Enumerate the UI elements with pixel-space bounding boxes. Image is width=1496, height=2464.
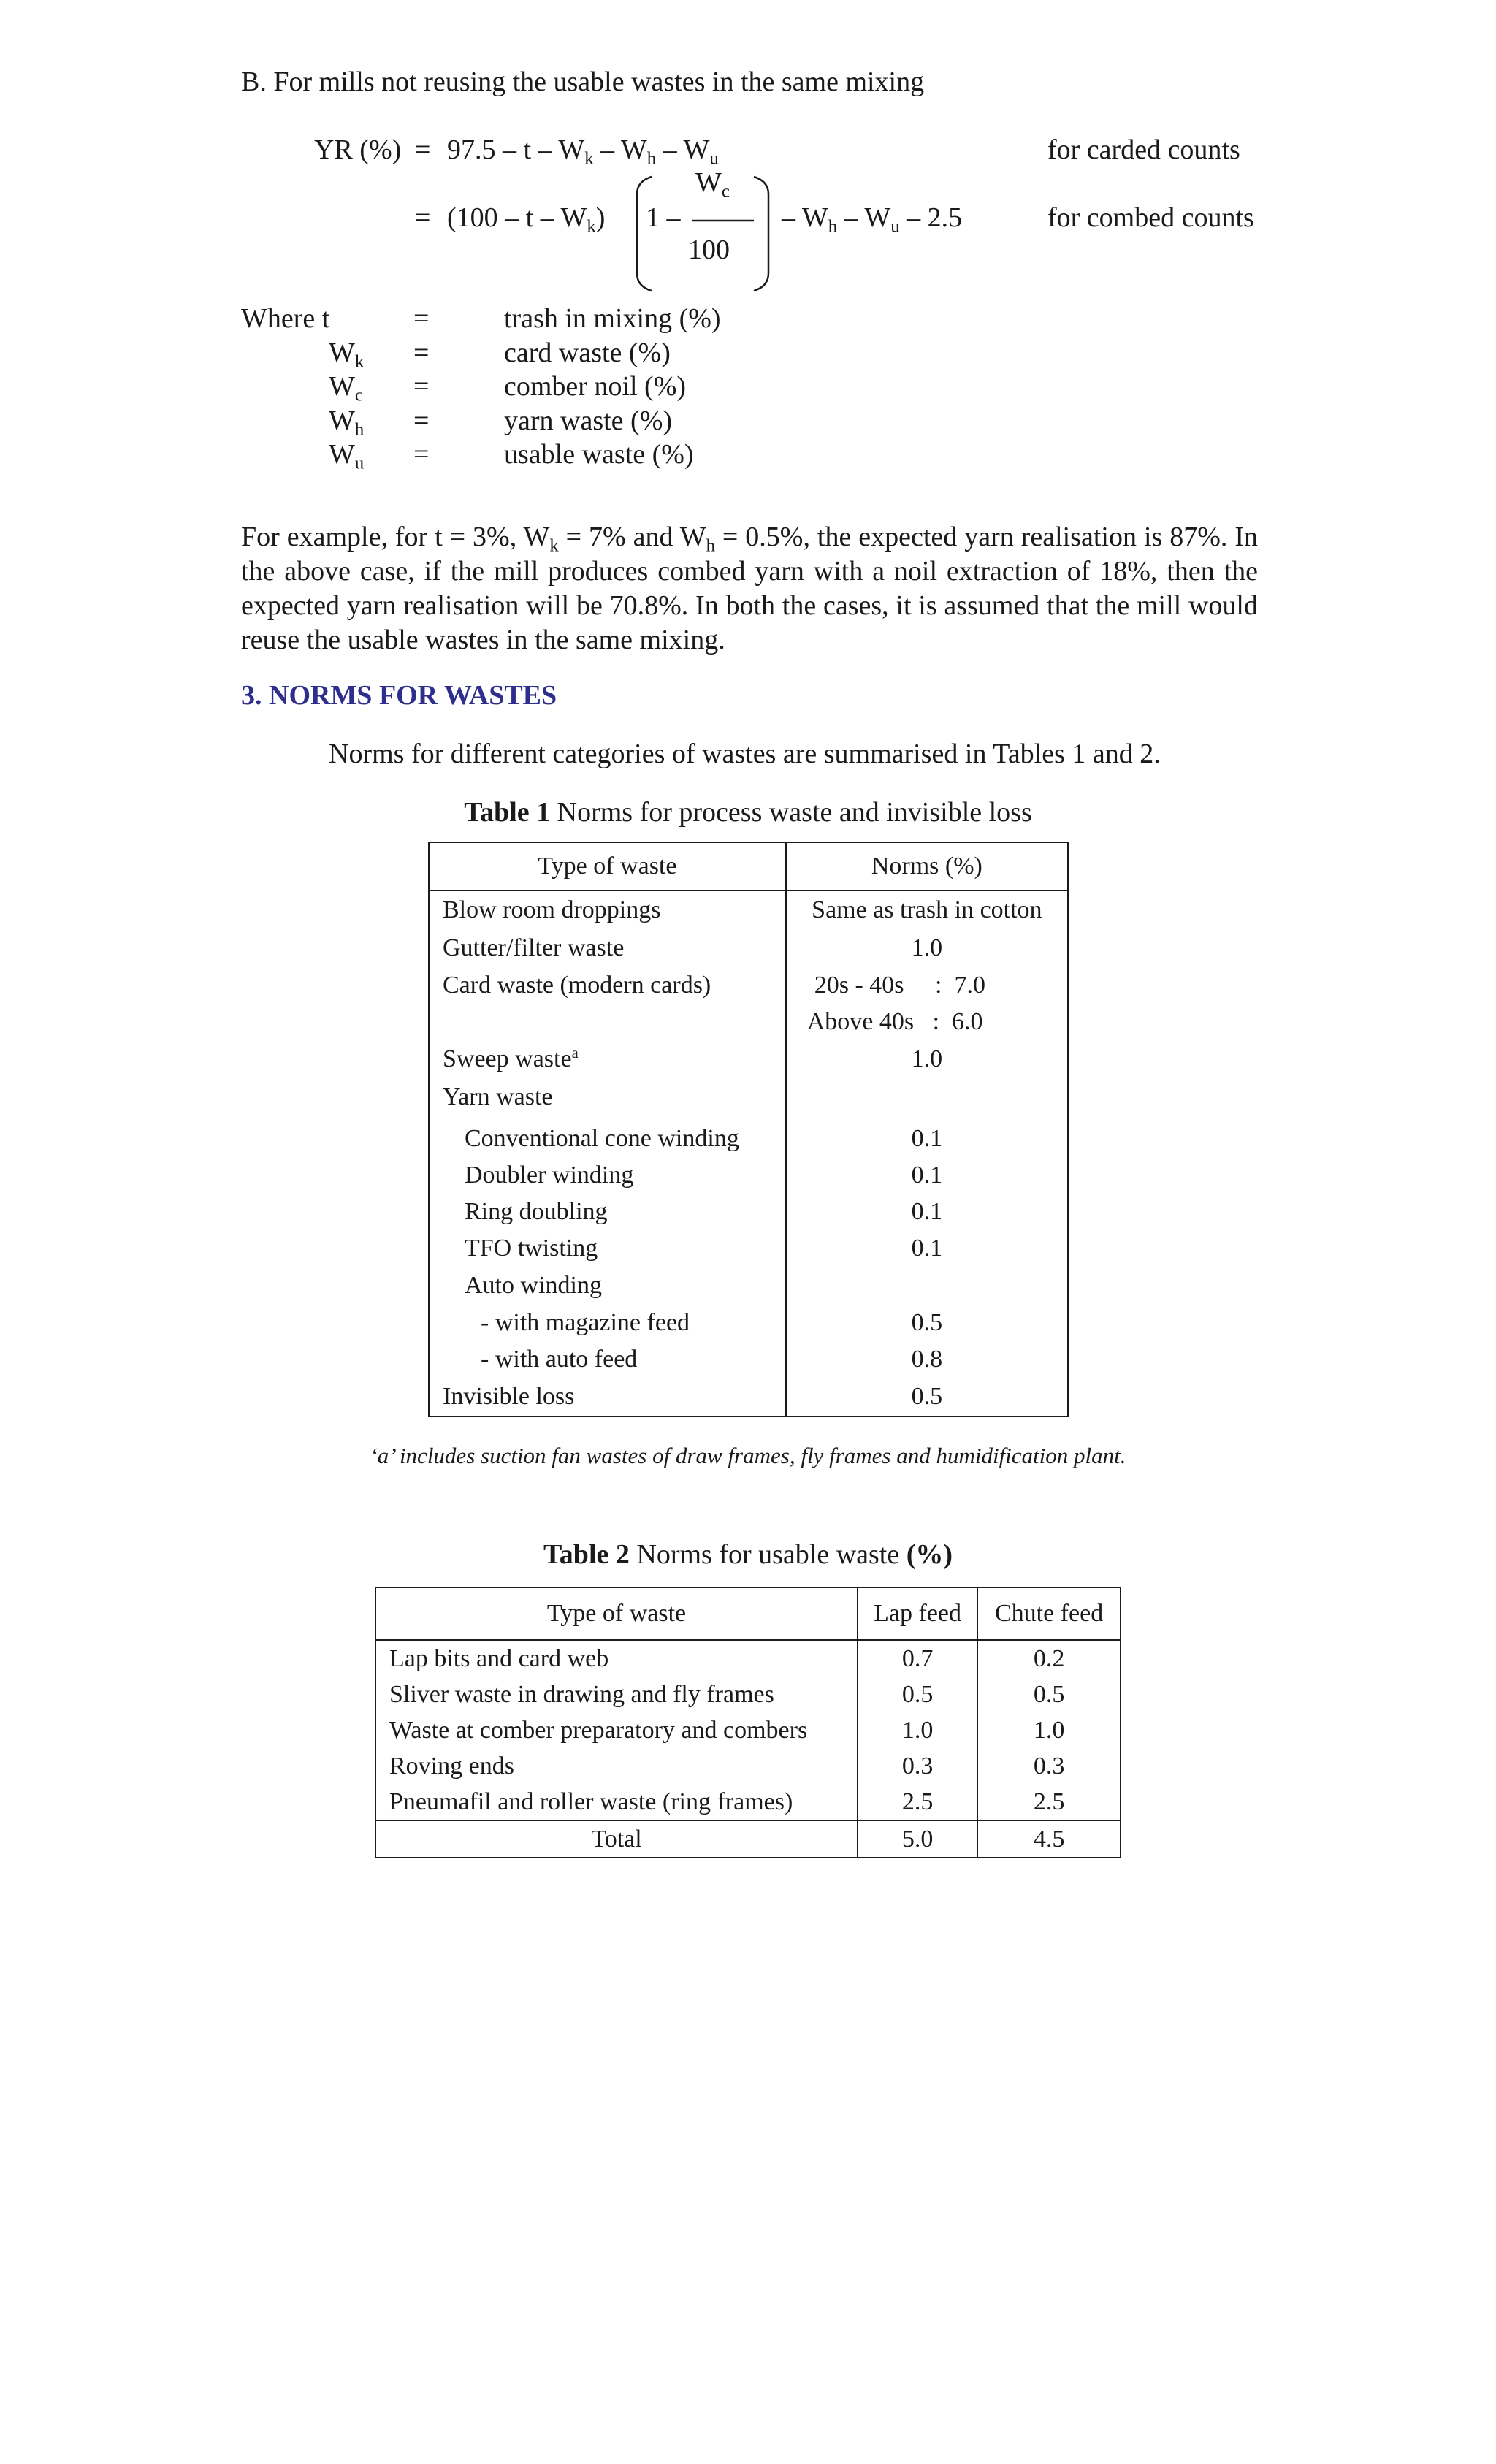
table2-chute: 0.3 xyxy=(1033,1752,1065,1780)
example-paragraph: For example, for t = 3%, $W_k = 7\%$ and $W_h = 0.5\%$, the expected yarn realisation is 87%. In the above case, if the mill produces combed yarn with a noil extraction of 18%, then the expected yarn realisation will be 70.8%. In both the cases, it is assumed that the mill would reuse the usable wastes in the same mixing. xyxy=(241,522,1258,655)
table2-total-chute: 4.5 xyxy=(977,1820,1121,1858)
table1-norm: 0.5 xyxy=(911,1309,943,1336)
table-row: - with magazine feed xyxy=(429,1305,786,1341)
table2-lap: 0.7 xyxy=(858,1640,977,1677)
where-equals: = xyxy=(413,337,430,368)
table-row: TFO twisting xyxy=(429,1230,786,1267)
section-b-heading: B. For mills not reusing the usable wastes in the same mixing xyxy=(241,66,925,97)
table1-norm: 1.0 xyxy=(911,934,943,961)
table2-header-type: Type of waste xyxy=(375,1587,858,1640)
table-row: Conventional cone winding xyxy=(429,1116,786,1157)
table-row: Roving ends xyxy=(375,1748,858,1784)
table2-total-lap: 5.0 xyxy=(858,1820,977,1858)
table2-total-label: Total xyxy=(375,1820,858,1858)
table1-norm: Above 40s : 6.0 xyxy=(806,1008,983,1035)
table1-norm: Same as trash in cotton xyxy=(812,896,1042,923)
formula-fraction-denominator: 100 xyxy=(688,234,730,265)
table-row xyxy=(429,1004,786,1040)
table-row: Pneumafil and roller waste (ring frames) xyxy=(375,1784,858,1820)
table1-norm xyxy=(786,1267,1068,1305)
table1-norm: 0.5 xyxy=(911,1383,943,1410)
where-equals: = xyxy=(413,303,430,334)
formula-carded-label: for carded counts xyxy=(1047,134,1240,165)
where-t-description: trash in mixing (%) xyxy=(504,303,721,334)
where-description: comber noil (%) xyxy=(504,371,687,402)
where-symbol: $W_c$ xyxy=(329,371,363,405)
where-equals: = xyxy=(413,439,430,470)
formula-fraction-numerator: $W_c$ xyxy=(695,167,730,202)
table1-caption: Table 1 Norms for process waste and invisible loss xyxy=(464,797,1032,828)
where-label: Where t xyxy=(241,303,330,334)
where-description: yarn waste (%) xyxy=(504,405,673,436)
where-description: usable waste (%) xyxy=(504,439,694,470)
formula-combed-label: for combed counts xyxy=(1047,202,1254,233)
section-heading: 3. NORMS FOR WASTES xyxy=(241,680,557,711)
table-row: Sliver waste in drawing and fly frames xyxy=(375,1677,858,1712)
formula-lhs: YR (%) xyxy=(314,134,402,165)
table2-lap: 0.3 xyxy=(858,1748,977,1784)
formula-combed-prefix: (100 – t – $W_k$) xyxy=(447,202,606,237)
table1-norm: 0.1 xyxy=(911,1198,943,1225)
formula-equals-2: = xyxy=(415,202,431,233)
where-symbol: $W_h$ xyxy=(329,405,365,440)
formula-combed-suffix: – $W_h - W_u - 2.5$ xyxy=(782,202,963,237)
table-row: Ring doubling xyxy=(429,1194,786,1230)
table1-norm xyxy=(786,1078,1068,1116)
table2-chute: 1.0 xyxy=(1033,1717,1065,1744)
table1-header-type: Type of waste xyxy=(429,842,786,890)
table2-chute: 2.5 xyxy=(1033,1788,1065,1815)
table-row: Invisible loss xyxy=(429,1378,786,1416)
table-row: Gutter/filter waste xyxy=(429,929,786,967)
table1-header-norms: Norms (%) xyxy=(786,842,1068,890)
table2-chute: 0.5 xyxy=(1033,1681,1065,1708)
formula-carded-expression: 97.5 – t – $W_k - W_h - W_u$ xyxy=(447,134,719,169)
where-symbol: $W_k$ xyxy=(329,337,365,372)
formula-one-minus: 1 – xyxy=(646,202,681,233)
table2 xyxy=(375,1587,1121,1858)
table-row: Blow room droppings xyxy=(429,890,786,929)
table-row: Sweep waste$^a$ xyxy=(429,1040,786,1078)
table-row: Doubler winding xyxy=(429,1157,786,1194)
table1-norm: 20s - 40s : 7.0 xyxy=(814,972,985,999)
where-symbol: $W_u$ xyxy=(329,439,365,473)
table1-footnote: ‘a’ includes suction fan wastes of draw frames, fly frames and humidification plant. xyxy=(370,1443,1126,1468)
table2-lap: 1.0 xyxy=(858,1712,977,1748)
table2-header-lap-feed: Lap feed xyxy=(858,1587,977,1640)
table2-header-chute-feed: Chute feed xyxy=(977,1587,1121,1640)
table-row: Yarn waste xyxy=(429,1078,786,1116)
where-equals: = xyxy=(413,405,430,436)
table1-norm: 1.0 xyxy=(911,1045,943,1072)
table1-norm: 0.1 xyxy=(911,1235,943,1262)
where-equals: = xyxy=(413,371,430,402)
table-row: Waste at comber preparatory and combers xyxy=(375,1712,858,1748)
table1-norm: 0.1 xyxy=(911,1162,943,1189)
where-description: card waste (%) xyxy=(504,337,671,368)
table-row: Lap bits and card web xyxy=(375,1640,858,1677)
table2-chute: 0.2 xyxy=(1033,1645,1065,1672)
table2-lap: 2.5 xyxy=(858,1784,977,1820)
table-row: Card waste (modern cards) xyxy=(429,967,786,1004)
formula-equals-1: = xyxy=(415,134,431,165)
intro-text: Norms for different categories of wastes are summarised in Tables 1 and 2. xyxy=(329,739,1161,769)
table-row: - with auto feed xyxy=(429,1341,786,1378)
table2-caption: Table 2 Norms for usable waste (%) xyxy=(543,1539,953,1570)
table-row: Auto winding xyxy=(429,1267,786,1305)
table1-norm: 0.8 xyxy=(911,1346,943,1373)
table2-lap: 0.5 xyxy=(858,1677,977,1712)
table1 xyxy=(428,842,1069,1417)
table1-norm: 0.1 xyxy=(911,1125,943,1152)
